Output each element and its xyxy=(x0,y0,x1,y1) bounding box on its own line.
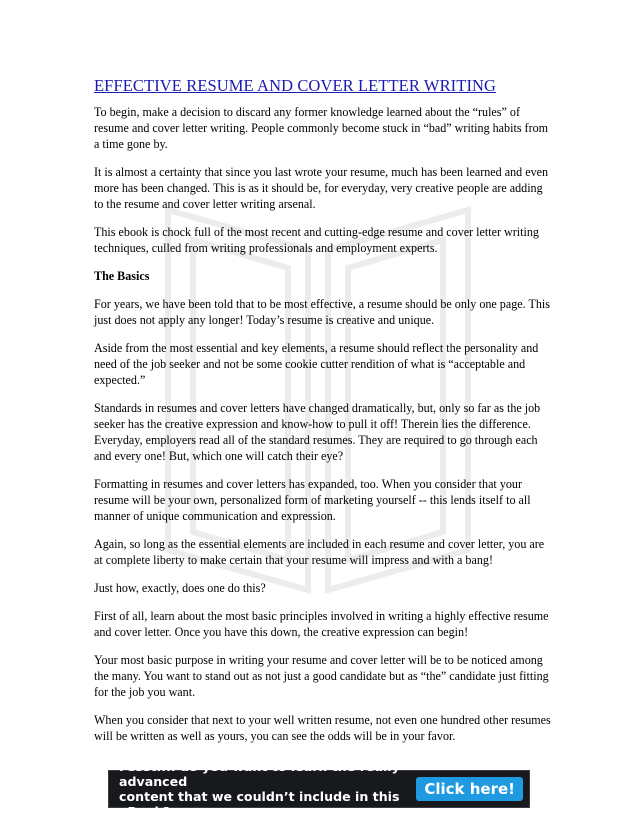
document-title: EFFECTIVE RESUME AND COVER LETTER WRITING xyxy=(94,76,497,95)
banner-text xyxy=(119,759,416,819)
paragraph: When you consider that next to your well written resume, not even one hundred other resumes will be written as well as yours, you can see the odds will be in your favor. xyxy=(94,713,551,743)
paragraph: To begin, make a decision to discard any former knowledge learned about the “rules” of resume and cover letter writing. People commonly become stuck in “bad” writing habits from a time gone by. xyxy=(94,105,549,151)
paragraph: Again, so long as the essential elements are included in each resume and cover letter, you are at complete liberty to make certain that your resume will impress and with a bang! xyxy=(94,537,545,567)
document-body xyxy=(94,76,554,756)
paragraph: Just how, exactly, does one do this? xyxy=(94,581,266,595)
paragraph: Your most basic purpose in writing your resume and cover letter will be to be noticed among the many. You want to stand out as not just a good candidate but as “the” candidate just fitting for the job you want. xyxy=(94,653,549,699)
click-here-button[interactable]: Click here! xyxy=(416,777,523,801)
paragraph: Aside from the most essential and key elements, a resume should reflect the personality and need of the job seeker and not be some cookie cutter rendition of what is “acceptable and expected.” xyxy=(94,341,539,387)
paragraph: This ebook is chock full of the most recent and cutting-edge resume and cover letter writing techniques, culled from writing professionals and employment experts. xyxy=(94,225,539,255)
paragraph: First of all, learn about the most basic principles involved in writing a highly effective resume and cover letter. Once you have this down, the creative expression can begin! xyxy=(94,609,549,639)
banner-line-2: content that we couldn’t include in this eBook? xyxy=(119,789,400,819)
paragraph: For years, we have been told that to be most effective, a resume should be only one page. This just does not apply any longer! Today’s resume is creative and unique. xyxy=(94,297,550,327)
advanced-content-banner[interactable] xyxy=(108,759,530,819)
paragraph: Standards in resumes and cover letters have changed dramatically, but, only so far as the job seeker has the creative expression and know-how to pull it off! Therein lies the difference. Everyday, employers read all of the standard resumes. They are required to go through each and every one! But, which one will catch their eye? xyxy=(94,401,541,463)
section-heading: The Basics xyxy=(94,269,150,283)
paragraph: It is almost a certainty that since you last wrote your resume, much has been learned and even more has been changed. This is as it should be, for everyday, very creative people are adding to the resume and cover letter writing arsenal. xyxy=(94,165,549,211)
banner-line-1: Pssst.... do you want to learn the really advanced xyxy=(119,759,400,789)
paragraph: Formatting in resumes and cover letters has expanded, too. When you consider that your resume will be your own, personalized form of marketing yourself -- this lends itself to all manner of unique communication and expression. xyxy=(94,477,531,523)
